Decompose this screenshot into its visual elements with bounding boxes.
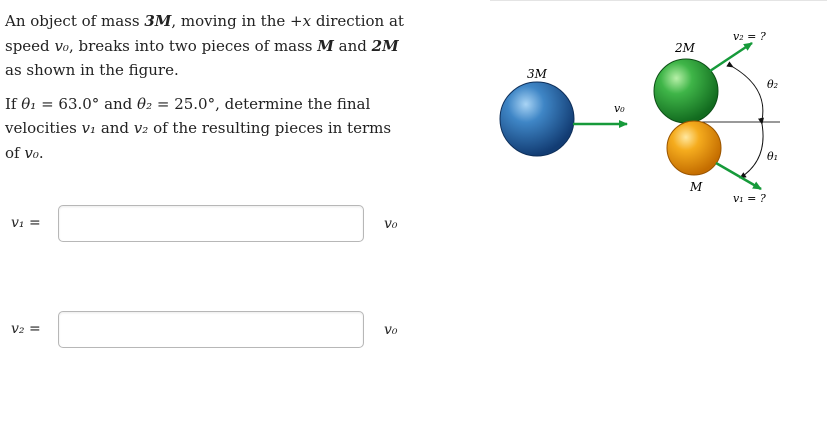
text-segment: An object of mass [5, 12, 145, 30]
ball-3m [500, 82, 574, 156]
label-theta2: θ₂ [767, 78, 779, 91]
v2-arrow [710, 43, 752, 71]
label-3m: 3M [527, 67, 547, 81]
text-segment: = 63.0° and [36, 94, 138, 113]
v1-input[interactable] [58, 205, 364, 242]
label-theta1: θ₁ [767, 150, 779, 163]
direction-x: +x [290, 12, 312, 30]
text-segment: , breaks into two pieces of mass [68, 36, 318, 55]
velocity-v2: v₂ [133, 119, 149, 137]
label-v1: v₁ = ? [733, 192, 766, 205]
v1-unit: v₀ [384, 216, 398, 232]
text-segment: and [96, 119, 134, 137]
label-2m: 2M [675, 41, 695, 55]
text-segment: , moving in the [171, 12, 291, 30]
problem-paragraph-1 [5, 9, 410, 83]
collision-diagram [490, 0, 827, 215]
collision-figure [490, 0, 827, 215]
speed-v0: v₀ [24, 143, 39, 162]
label-v2: v₂ = ? [733, 30, 766, 43]
label-m: M [690, 180, 703, 194]
velocity-v1: v₁ [81, 119, 97, 137]
text-segment: direction at speed [5, 12, 404, 55]
mass-m: M [317, 36, 334, 55]
ball-2m [654, 59, 718, 123]
label-v0: v₀ [614, 102, 625, 115]
problem-paragraph-2 [5, 92, 410, 166]
v2-label: v₂ = [11, 321, 41, 337]
theta-1: θ₁ [21, 94, 37, 113]
mass-3m: 3M [144, 12, 172, 30]
problem-statement [5, 9, 410, 165]
theta1-arc [740, 124, 763, 178]
text-segment: = 25.0°, determine the final velocities [5, 94, 371, 137]
text-segment: and [333, 36, 372, 55]
mass-2m: 2M [371, 36, 399, 55]
theta2-arc [733, 67, 763, 120]
v1-arrow [716, 163, 761, 189]
v2-unit: v₀ [384, 322, 398, 338]
theta-2: θ₂ [137, 94, 153, 113]
v1-label: v₁ = [11, 215, 41, 231]
text-segment: . [38, 143, 44, 162]
ball-m [667, 121, 721, 175]
text-segment: as shown in the figure. [5, 61, 179, 79]
speed-v0: v₀ [54, 36, 69, 55]
v2-input[interactable] [58, 311, 364, 348]
text-segment: If [5, 94, 22, 113]
text-segment: of the resulting pieces in terms of [5, 119, 392, 162]
